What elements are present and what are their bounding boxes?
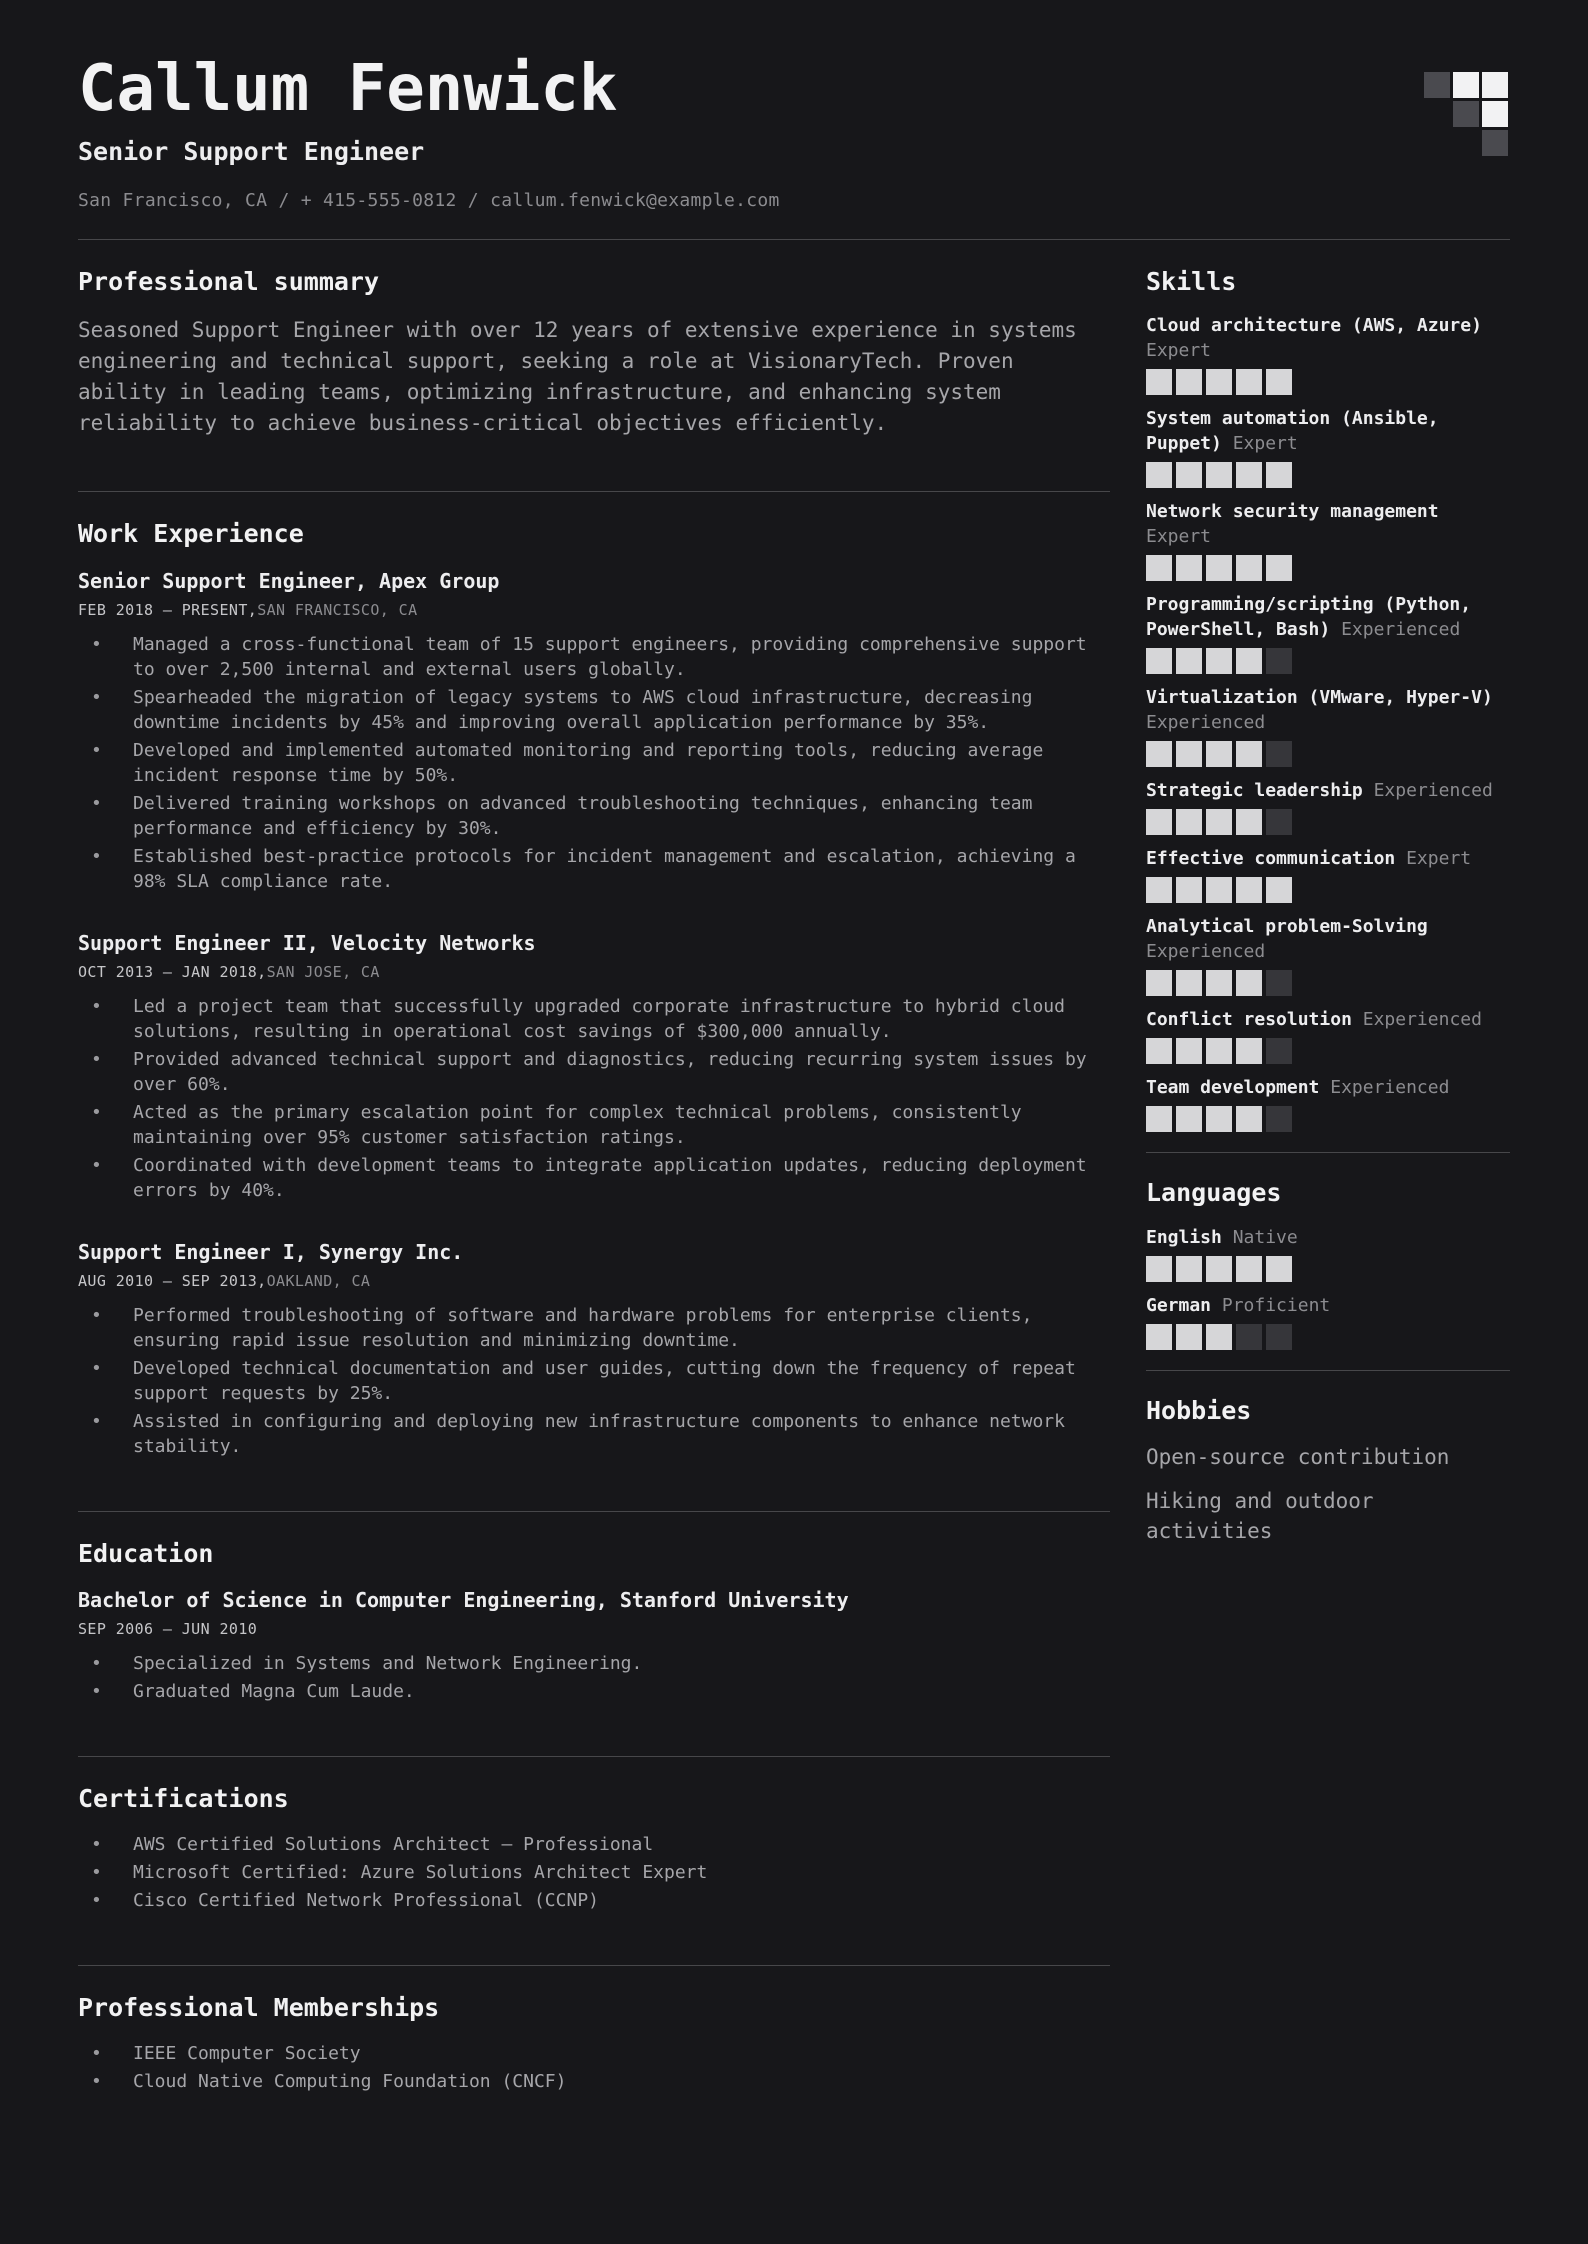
bullet-icon: • [91, 1834, 102, 1856]
job-dates: AUG 2010 – SEP 2013, [78, 1271, 267, 1290]
bullet-text: Provided advanced technical support and diagnostics, reducing recurring system issues by over 60%. [133, 1048, 1087, 1095]
job-dateline [78, 1271, 1110, 1291]
section-divider [78, 491, 1110, 492]
rating-cell [1146, 462, 1172, 488]
skills-heading: Skills [1146, 267, 1237, 297]
skill-line [1146, 778, 1510, 803]
rating-cell [1206, 555, 1232, 581]
bullet-icon: • [91, 1048, 102, 1070]
memberships-section [78, 1992, 1110, 2094]
rating-cell [1236, 970, 1262, 996]
skills-list [1146, 313, 1510, 1132]
rating-cell [1146, 970, 1172, 996]
job-bullets [78, 1303, 1110, 1459]
skill-item [1146, 313, 1510, 395]
skill-level: Expert [1146, 526, 1212, 548]
rating-cell [1206, 1038, 1232, 1064]
rating-cell [1266, 970, 1292, 996]
rating-cell [1176, 1106, 1202, 1132]
skill-rating-bar [1146, 877, 1510, 903]
language-name: English [1146, 1226, 1222, 1248]
bullet-text: Managed a cross-functional team of 15 support engineers, providing comprehensive support to over 2,500 internal and external users globally. [133, 633, 1087, 680]
summary-text: Seasoned Support Engineer with over 12 years of extensive experience in systems engineering and technical support, seeking a role at VisionaryTech. Proven ability in leading teams, optimizing infrastructure, and enhancing system reliability to achieve business-critical objectives efficiently. [78, 318, 1077, 436]
section-divider [78, 1511, 1110, 1512]
skill-line [1146, 499, 1510, 549]
rating-cell [1266, 1106, 1292, 1132]
rating-cell [1236, 1324, 1262, 1350]
rating-cell [1266, 555, 1292, 581]
rating-cell [1176, 648, 1202, 674]
bullet-item [78, 1356, 1110, 1406]
rating-cell [1236, 1256, 1262, 1282]
rating-cell [1176, 1256, 1202, 1282]
bullet-text: Graduated Magna Cum Laude. [133, 1680, 415, 1702]
bullet-icon: • [91, 1101, 102, 1123]
rating-cell [1146, 369, 1172, 395]
bullet-text: Acted as the primary escalation point for complex technical problems, consistently maintaining over 95% customer satisfaction ratings. [133, 1101, 1022, 1148]
skill-name: Effective communication [1146, 848, 1396, 870]
skill-item [1146, 406, 1510, 488]
rating-cell [1206, 741, 1232, 767]
rating-cell [1176, 1038, 1202, 1064]
logo-cell [1453, 101, 1479, 127]
skill-line [1146, 592, 1510, 642]
skill-name: Cloud architecture (AWS, Azure) [1146, 315, 1482, 337]
logo-grid-icon [1424, 72, 1508, 156]
work-experience-heading: Work Experience [78, 519, 304, 549]
hobbies-list [1146, 1442, 1510, 1546]
skill-item [1146, 1007, 1510, 1064]
work-experience-section [78, 518, 1110, 1458]
bullet-icon: • [91, 1304, 102, 1326]
languages-section [1146, 1177, 1510, 1349]
skill-line [1146, 846, 1510, 871]
logo-cell [1482, 72, 1508, 98]
rating-cell [1206, 1106, 1232, 1132]
bullet-item [78, 738, 1110, 788]
bullet-icon: • [91, 845, 102, 867]
summary-heading: Professional summary [78, 267, 380, 297]
rating-cell [1206, 1324, 1232, 1350]
rating-cell [1266, 1324, 1292, 1350]
skill-rating-bar [1146, 369, 1510, 395]
bullet-text: Performed troubleshooting of software and hardware problems for enterprise clients, ensuring rapid issue resolution and minimizing downtime. [133, 1304, 1033, 1351]
degree-title: Bachelor of Science in Computer Engineering, Stanford University [78, 1587, 849, 1612]
bullet-icon: • [91, 1890, 102, 1912]
bullet-icon: • [91, 1680, 102, 1702]
logo-cell [1453, 130, 1479, 156]
skill-name: Strategic leadership [1146, 780, 1363, 802]
skill-item [1146, 914, 1510, 996]
candidate-name: Callum Fenwick [78, 52, 618, 126]
skill-line [1146, 406, 1510, 456]
job-dates: OCT 2013 – JAN 2018, [78, 962, 267, 981]
skill-level: Experienced [1330, 1077, 1450, 1099]
rating-cell [1176, 555, 1202, 581]
rating-cell [1146, 741, 1172, 767]
hobby-item: Hiking and outdoor activities [1146, 1488, 1374, 1543]
job-dateline [78, 962, 1110, 982]
bullet-item [78, 1651, 1110, 1676]
rating-cell [1236, 1106, 1262, 1132]
skill-level: Expert [1232, 433, 1298, 455]
rating-cell [1206, 970, 1232, 996]
rating-cell [1266, 369, 1292, 395]
bullet-item [78, 1047, 1110, 1097]
skill-item [1146, 778, 1510, 835]
skill-line [1146, 914, 1510, 964]
bullet-text: Spearheaded the migration of legacy systems to AWS cloud infrastructure, decreasing downtime incidents by 45% and improving overall application performance by 35%. [133, 686, 1033, 733]
rating-cell [1176, 1324, 1202, 1350]
bullet-item [78, 1153, 1110, 1203]
job-title: Senior Support Engineer, Apex Group [78, 568, 500, 593]
rating-cell [1146, 648, 1172, 674]
job-title: Support Engineer II, Velocity Networks [78, 930, 536, 955]
job-location: SAN JOSE, CA [266, 962, 380, 981]
skill-rating-bar [1146, 555, 1510, 581]
certification-text: Microsoft Certified: Azure Solutions Architect Expert [133, 1862, 708, 1884]
certifications-list [78, 1832, 1110, 1913]
certifications-section [78, 1783, 1110, 1913]
language-line [1146, 1225, 1510, 1250]
rating-cell [1236, 462, 1262, 488]
skill-name: Analytical problem-Solving [1146, 916, 1428, 938]
rating-cell [1236, 555, 1262, 581]
candidate-title: Senior Support Engineer [78, 137, 425, 167]
logo-cell [1482, 101, 1508, 127]
skill-name: Virtualization (VMware, Hyper-V) [1146, 687, 1493, 709]
skill-level: Experienced [1373, 780, 1493, 802]
rating-cell [1146, 1256, 1172, 1282]
bullet-item [78, 994, 1110, 1044]
skill-level: Expert [1406, 848, 1472, 870]
skill-line [1146, 1007, 1510, 1032]
rating-cell [1236, 741, 1262, 767]
header-rule [78, 239, 1510, 240]
skill-rating-bar [1146, 462, 1510, 488]
education-section [78, 1538, 1110, 1704]
education-dateline [78, 1619, 1110, 1639]
education-dates: SEP 2006 – JUN 2010 [78, 1619, 258, 1638]
bullet-text: Specialized in Systems and Network Engineering. [133, 1652, 643, 1674]
certification-text: AWS Certified Solutions Architect – Professional [133, 1834, 654, 1856]
job-dateline [78, 600, 1110, 620]
rating-cell [1266, 648, 1292, 674]
language-rating-bar [1146, 1256, 1510, 1282]
rating-cell [1146, 555, 1172, 581]
language-level: Native [1232, 1226, 1298, 1248]
skill-line [1146, 685, 1510, 735]
bullet-icon: • [91, 1410, 102, 1432]
job-bullets [78, 632, 1110, 894]
logo-cell [1482, 130, 1508, 156]
rating-cell [1236, 877, 1262, 903]
rating-cell [1176, 741, 1202, 767]
bullet-text: Developed technical documentation and user guides, cutting down the frequency of repeat support requests by 25%. [133, 1357, 1076, 1404]
skill-line [1146, 1075, 1510, 1100]
education-heading: Education [78, 1538, 214, 1568]
bullet-item [78, 844, 1110, 894]
logo-cell [1424, 72, 1450, 98]
bullet-item [78, 685, 1110, 735]
languages-list [1146, 1225, 1510, 1350]
rating-cell [1206, 1256, 1232, 1282]
skill-level: Experienced [1146, 712, 1266, 734]
skill-rating-bar [1146, 1106, 1510, 1132]
bullet-text: Coordinated with development teams to integrate application updates, reducing deployment errors by 40%. [133, 1154, 1087, 1201]
logo-cell [1424, 101, 1450, 127]
rating-cell [1176, 462, 1202, 488]
skill-name: Conflict resolution [1146, 1009, 1352, 1031]
bullet-icon: • [91, 1154, 102, 1176]
language-level: Proficient [1221, 1294, 1331, 1316]
rating-cell [1146, 877, 1172, 903]
bullet-text: Assisted in configuring and deploying new infrastructure components to enhance network stability. [133, 1410, 1065, 1457]
skill-item [1146, 1075, 1510, 1132]
bullet-text: Developed and implemented automated monitoring and reporting tools, reducing average incident response time by 50%. [133, 739, 1044, 786]
bullet-text: Led a project team that successfully upgraded corporate infrastructure to hybrid cloud solutions, resulting in operational cost savings of $300,000 annually. [133, 995, 1065, 1042]
language-item [1146, 1293, 1510, 1350]
rating-cell [1266, 1256, 1292, 1282]
bullet-item [78, 791, 1110, 841]
skill-name: Network security management [1146, 501, 1439, 523]
certifications-heading: Certifications [78, 1783, 289, 1813]
logo-cell [1424, 130, 1450, 156]
bullet-icon: • [91, 633, 102, 655]
bullet-text: Established best-practice protocols for incident management and escalation, achieving a 98% SLA compliance rate. [133, 845, 1076, 892]
bullet-icon: • [91, 739, 102, 761]
bullet-text: Delivered training workshops on advanced troubleshooting techniques, enhancing team performance and efficiency by 30%. [133, 792, 1033, 839]
logo-cell [1453, 72, 1479, 98]
content-columns [78, 266, 1510, 2097]
job-location: SAN FRANCISCO, CA [257, 600, 418, 619]
bullet-icon: • [91, 1357, 102, 1379]
contact-line: San Francisco, CA / + 415-555-0812 / callum.fenwick@example.com [78, 190, 780, 212]
hobbies-section [1146, 1395, 1510, 1546]
bullet-item [78, 1888, 1110, 1913]
main-column [78, 266, 1110, 2097]
skill-level: Experienced [1341, 619, 1461, 641]
membership-text: Cloud Native Computing Foundation (CNCF) [133, 2071, 567, 2093]
skill-rating-bar [1146, 809, 1510, 835]
skill-item [1146, 685, 1510, 767]
job-entry [78, 568, 1110, 894]
language-rating-bar [1146, 1324, 1510, 1350]
skill-rating-bar [1146, 1038, 1510, 1064]
skill-rating-bar [1146, 648, 1510, 674]
bullet-icon: • [91, 792, 102, 814]
section-divider [78, 1965, 1110, 1966]
skill-item [1146, 592, 1510, 674]
bullet-icon: • [91, 2043, 102, 2065]
certification-text: Cisco Certified Network Professional (CCNP) [133, 1890, 599, 1912]
bullet-item [78, 632, 1110, 682]
rating-cell [1236, 809, 1262, 835]
rating-cell [1266, 1038, 1292, 1064]
rating-cell [1266, 741, 1292, 767]
skill-item [1146, 846, 1510, 903]
bullet-icon: • [91, 686, 102, 708]
languages-heading: Languages [1146, 1178, 1282, 1208]
bullet-icon: • [91, 2071, 102, 2093]
rating-cell [1266, 877, 1292, 903]
sidebar [1146, 266, 1510, 1560]
bullet-item [78, 1832, 1110, 1857]
bullet-item [78, 1409, 1110, 1459]
hobbies-heading: Hobbies [1146, 1395, 1252, 1425]
rating-cell [1206, 462, 1232, 488]
language-line [1146, 1293, 1510, 1318]
bullet-item [78, 1679, 1110, 1704]
rating-cell [1236, 648, 1262, 674]
rating-cell [1176, 970, 1202, 996]
bullet-icon: • [91, 995, 102, 1017]
skill-line [1146, 313, 1510, 363]
rating-cell [1206, 809, 1232, 835]
rating-cell [1266, 809, 1292, 835]
bullet-icon: • [91, 1862, 102, 1884]
job-title: Support Engineer I, Synergy Inc. [78, 1239, 464, 1264]
skill-name: System automation (Ansible, Puppet) [1146, 408, 1439, 455]
skill-level: Experienced [1362, 1009, 1482, 1031]
rating-cell [1176, 877, 1202, 903]
rating-cell [1206, 877, 1232, 903]
memberships-list [78, 2041, 1110, 2094]
job-dates: FEB 2018 – PRESENT, [78, 600, 258, 619]
summary-section [78, 266, 1110, 439]
bullet-item [78, 1303, 1110, 1353]
rating-cell [1236, 369, 1262, 395]
rating-cell [1266, 462, 1292, 488]
skill-name: Team development [1146, 1077, 1320, 1099]
rating-cell [1206, 648, 1232, 674]
job-bullets [78, 994, 1110, 1203]
skill-rating-bar [1146, 970, 1510, 996]
rating-cell [1176, 809, 1202, 835]
job-location: OAKLAND, CA [266, 1271, 371, 1290]
job-entry [78, 1239, 1110, 1459]
skill-name: Programming/scripting (Python, PowerShell, Bash) [1146, 594, 1472, 641]
bullet-item [78, 2069, 1110, 2094]
section-divider [1146, 1152, 1510, 1153]
bullet-item [78, 1100, 1110, 1150]
rating-cell [1236, 1038, 1262, 1064]
skill-level: Experienced [1146, 941, 1266, 963]
rating-cell [1146, 1324, 1172, 1350]
section-divider [78, 1756, 1110, 1757]
hobby-item: Open-source contribution [1146, 1444, 1450, 1469]
bullet-item [78, 1860, 1110, 1885]
memberships-heading: Professional Memberships [78, 1993, 440, 2023]
education-bullets [78, 1651, 1110, 1704]
membership-text: IEEE Computer Society [133, 2043, 361, 2065]
rating-cell [1146, 1038, 1172, 1064]
rating-cell [1206, 369, 1232, 395]
skill-rating-bar [1146, 741, 1510, 767]
rating-cell [1176, 369, 1202, 395]
section-divider [1146, 1370, 1510, 1371]
job-entry [78, 930, 1110, 1203]
skill-level: Expert [1146, 340, 1212, 362]
language-name: German [1146, 1294, 1212, 1316]
skill-item [1146, 499, 1510, 581]
rating-cell [1146, 1106, 1172, 1132]
language-item [1146, 1225, 1510, 1282]
skills-section [1146, 266, 1510, 1132]
rating-cell [1146, 809, 1172, 835]
bullet-item [78, 2041, 1110, 2066]
bullet-icon: • [91, 1652, 102, 1674]
